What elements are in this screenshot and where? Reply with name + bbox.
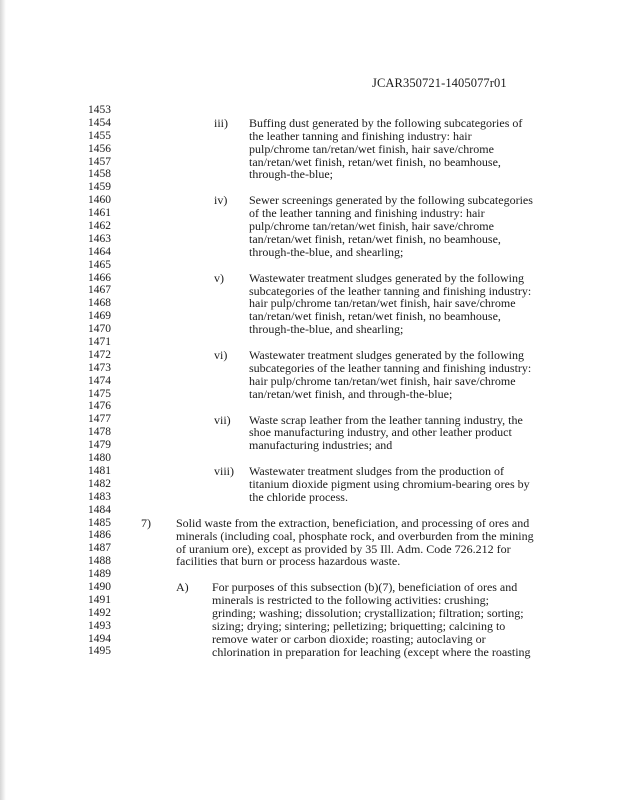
- item-text: [176, 517, 534, 569]
- line-number: 1456: [88, 142, 111, 155]
- line-number: 1488: [88, 555, 111, 568]
- line-number: 1474: [88, 374, 111, 387]
- line-number: 1487: [88, 542, 111, 555]
- text-line: facilities that burn or process hazardous waste.: [176, 554, 401, 569]
- line-number: 1492: [88, 606, 111, 619]
- item-text: [249, 194, 533, 258]
- item-text: [249, 414, 523, 453]
- text-line: hair pulp/chrome tan/retan/wet finish, hair save/chrome: [249, 296, 516, 311]
- text-line: of the leather tanning and finishing industry: hair: [249, 206, 485, 221]
- item-text: [249, 465, 530, 504]
- text-line: Wastewater treatment sludges generated by the following: [249, 270, 524, 285]
- page-edge-shadow: [0, 0, 6, 800]
- text-line: shoe manufacturing industry, and other leather product: [249, 425, 512, 440]
- text-line: subcategories of the leather tanning and finishing industry:: [249, 360, 532, 375]
- text-line: tan/retan/wet finish, retan/wet finish, no beamhouse,: [249, 231, 501, 246]
- text-line: manufacturing industries; and: [249, 438, 393, 453]
- line-number: 1491: [88, 593, 111, 606]
- line-number: 1461: [88, 207, 111, 220]
- text-line: pulp/chrome tan/retan/wet finish, hair save/chrome: [249, 141, 494, 156]
- line-number: 1457: [88, 155, 111, 168]
- text-line: Sewer screenings generated by the following subcategories: [249, 193, 533, 208]
- line-number: 1483: [88, 490, 111, 503]
- line-number: 1478: [88, 426, 111, 439]
- text-line: the leather tanning and finishing industry: hair: [249, 128, 472, 143]
- line-number: 1467: [88, 284, 111, 297]
- line-number: 1494: [88, 632, 111, 645]
- text-line: Buffing dust generated by the following subcategories of: [249, 115, 523, 130]
- text-line: subcategories of the leather tanning and finishing industry:: [249, 283, 532, 298]
- line-number: 1482: [88, 477, 111, 490]
- text-line: through-the-blue, and shearling;: [249, 322, 404, 337]
- text-line: of uranium ore), except as provided by 35 Ill. Adm. Code 726.212 for: [176, 541, 511, 556]
- line-number-column: [88, 104, 111, 658]
- text-line: through-the-blue, and shearling;: [249, 244, 404, 259]
- line-number: 1479: [88, 439, 111, 452]
- line-number: 1490: [88, 580, 111, 593]
- item-marker: vii): [214, 412, 231, 427]
- text-line: through-the-blue;: [249, 167, 333, 182]
- line-number: 1486: [88, 529, 111, 542]
- item-marker: vi): [214, 348, 228, 363]
- text-line: minerals (including coal, phosphate rock, and overburden from the mining: [176, 528, 534, 543]
- text-line: grinding; washing; dissolution; crystallization; filtration; sorting;: [212, 606, 524, 621]
- text-line: titanium dioxide pigment using chromium-bearing ores by: [249, 477, 530, 492]
- line-number: 1493: [88, 619, 111, 632]
- line-number: 1472: [88, 348, 111, 361]
- text-line: remove water or carbon dioxide; roasting; autoclaving or: [212, 631, 486, 646]
- line-number: 1455: [88, 129, 111, 142]
- line-number: 1458: [88, 168, 111, 181]
- item-text: [249, 272, 531, 336]
- document-id: JCAR350721-1405077r01: [372, 76, 507, 90]
- text-line: tan/retan/wet finish, retan/wet finish, no beamhouse,: [249, 309, 501, 324]
- item-marker: iii): [214, 115, 228, 130]
- text-line: Solid waste from the extraction, beneficiation, and processing of ores and: [176, 515, 530, 530]
- text-line: sizing; drying; sintering; pelletizing; briquetting; calcining to: [212, 618, 506, 633]
- line-number: 1473: [88, 361, 111, 374]
- text-line: tan/retan/wet finish, retan/wet finish, no beamhouse,: [249, 154, 501, 169]
- item-marker: A): [176, 580, 189, 595]
- line-number: 1481: [88, 464, 111, 477]
- line-number: 1454: [88, 116, 111, 129]
- text-line: minerals is restricted to the following activities: crushing;: [212, 593, 489, 608]
- line-number: 1495: [88, 645, 111, 658]
- item-marker: viii): [214, 464, 234, 479]
- line-number: 1480: [88, 452, 111, 465]
- item-marker: v): [214, 270, 224, 285]
- line-number: 1485: [88, 516, 111, 529]
- line-number: 1453: [88, 104, 111, 116]
- text-line: Wastewater treatment sludges from the production of: [249, 464, 504, 479]
- text-line: hair pulp/chrome tan/retan/wet finish, hair save/chrome: [249, 373, 516, 388]
- line-number: 1462: [88, 220, 111, 233]
- item-marker: 7): [141, 515, 151, 530]
- text-line: Wastewater treatment sludges generated by the following: [249, 348, 524, 363]
- text-line: pulp/chrome tan/retan/wet finish, hair save/chrome: [249, 219, 494, 234]
- item-text: [249, 117, 522, 181]
- text-line: For purposes of this subsection (b)(7), beneficiation of ores and: [212, 580, 518, 595]
- line-number: 1463: [88, 232, 111, 245]
- line-number: 1475: [88, 387, 111, 400]
- text-line: Waste scrap leather from the leather tanning industry, the: [249, 412, 523, 427]
- line-number: 1469: [88, 310, 111, 323]
- line-number: 1465: [88, 258, 111, 271]
- line-number: 1459: [88, 181, 111, 194]
- line-number: 1470: [88, 323, 111, 336]
- text-line: tan/retan/wet finish, and through-the-blue;: [249, 386, 453, 401]
- line-number: 1484: [88, 503, 111, 516]
- text-line: the chloride process.: [249, 489, 348, 504]
- line-number: 1460: [88, 194, 111, 207]
- line-number: 1477: [88, 413, 111, 426]
- line-number: 1471: [88, 336, 111, 349]
- line-number: 1489: [88, 568, 111, 581]
- item-text: [212, 581, 531, 658]
- line-number: 1466: [88, 271, 111, 284]
- text-line: chlorination in preparation for leaching (except where the roasting: [212, 644, 531, 659]
- line-number: 1476: [88, 400, 111, 413]
- item-marker: iv): [214, 193, 228, 208]
- line-number: 1468: [88, 297, 111, 310]
- item-text: [249, 349, 531, 401]
- line-number: 1464: [88, 245, 111, 258]
